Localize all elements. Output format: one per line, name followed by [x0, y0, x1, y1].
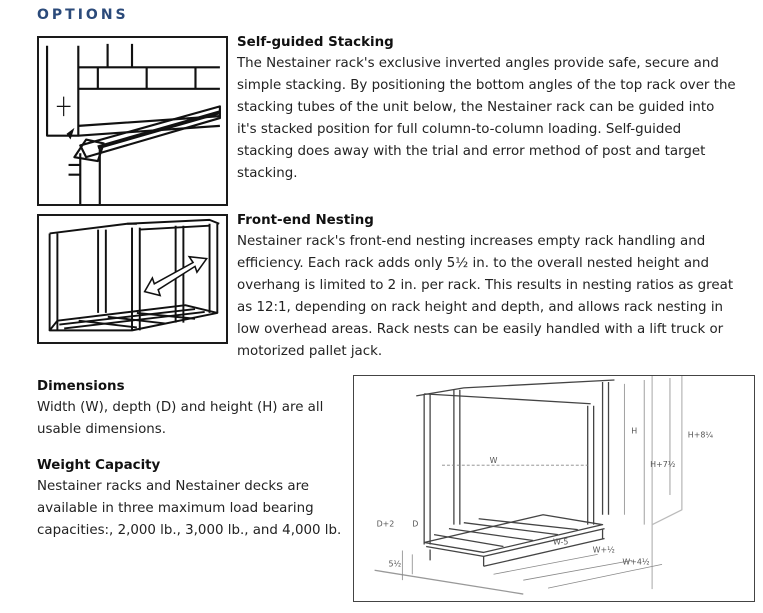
dimensions-title: Dimensions	[37, 379, 125, 394]
weight-title: Weight Capacity	[37, 458, 161, 473]
dimension-diagram	[353, 375, 755, 602]
label-five-half: 5½	[388, 559, 402, 569]
label-h-plus-8: H+8¼	[687, 430, 714, 440]
weight-body: Nestainer racks and Nestainer decks are available in three maximum load bearing capacities:, 2,000 lb., 3,000 lb., and 4,000 lb.	[37, 479, 342, 538]
nesting-illustration	[37, 214, 228, 344]
label-h: H	[631, 426, 638, 436]
label-d: D	[412, 519, 419, 529]
dimension-drawing	[354, 376, 754, 601]
label-d-plus-2: D+2	[376, 519, 395, 529]
weight-section	[37, 456, 347, 542]
nesting-drawing	[39, 216, 226, 342]
stacking-body: The Nestainer rack's exclusive inverted angles provide safe, secure and simple stacking. By positioning the bottom angles of the top rack over the stacking tubes of the unit below, the Nestainer rack can be guided into it's stacked position for full column-to-column loading. Self-guided stacking does away with the trial and error method of post and target stacking.	[237, 56, 736, 181]
dimensions-body: Width (W), depth (D) and height (H) are all usable dimensions.	[37, 400, 324, 437]
nesting-section	[237, 211, 737, 363]
stacking-title: Self-guided Stacking	[237, 35, 394, 50]
nesting-body: Nestainer rack's front-end nesting increases empty rack handling and efficiency. Each rack adds only 5½ in. to the overall nested height and overhang is limited to 2 in. per rack. This results in nesting ratios as great as 12:1, depending on rack height and depth, and allows rack nesting in low overhead areas. Rack nests can be easily handled with a lift truck or motorized pallet jack.	[237, 234, 734, 359]
dimensions-section	[37, 377, 347, 441]
label-h-plus-7: H+7½	[650, 460, 676, 470]
stacking-section	[237, 33, 737, 185]
nesting-title: Front-end Nesting	[237, 213, 374, 228]
stacking-drawing	[39, 38, 226, 204]
label-w: W	[489, 456, 498, 466]
label-w-plus-4: W+4½	[622, 557, 650, 567]
label-w-plus-half: W+½	[592, 545, 615, 555]
options-heading: OPTIONS	[37, 7, 129, 23]
label-w-minus-5: W-5	[553, 537, 569, 547]
stacking-illustration	[37, 36, 228, 206]
